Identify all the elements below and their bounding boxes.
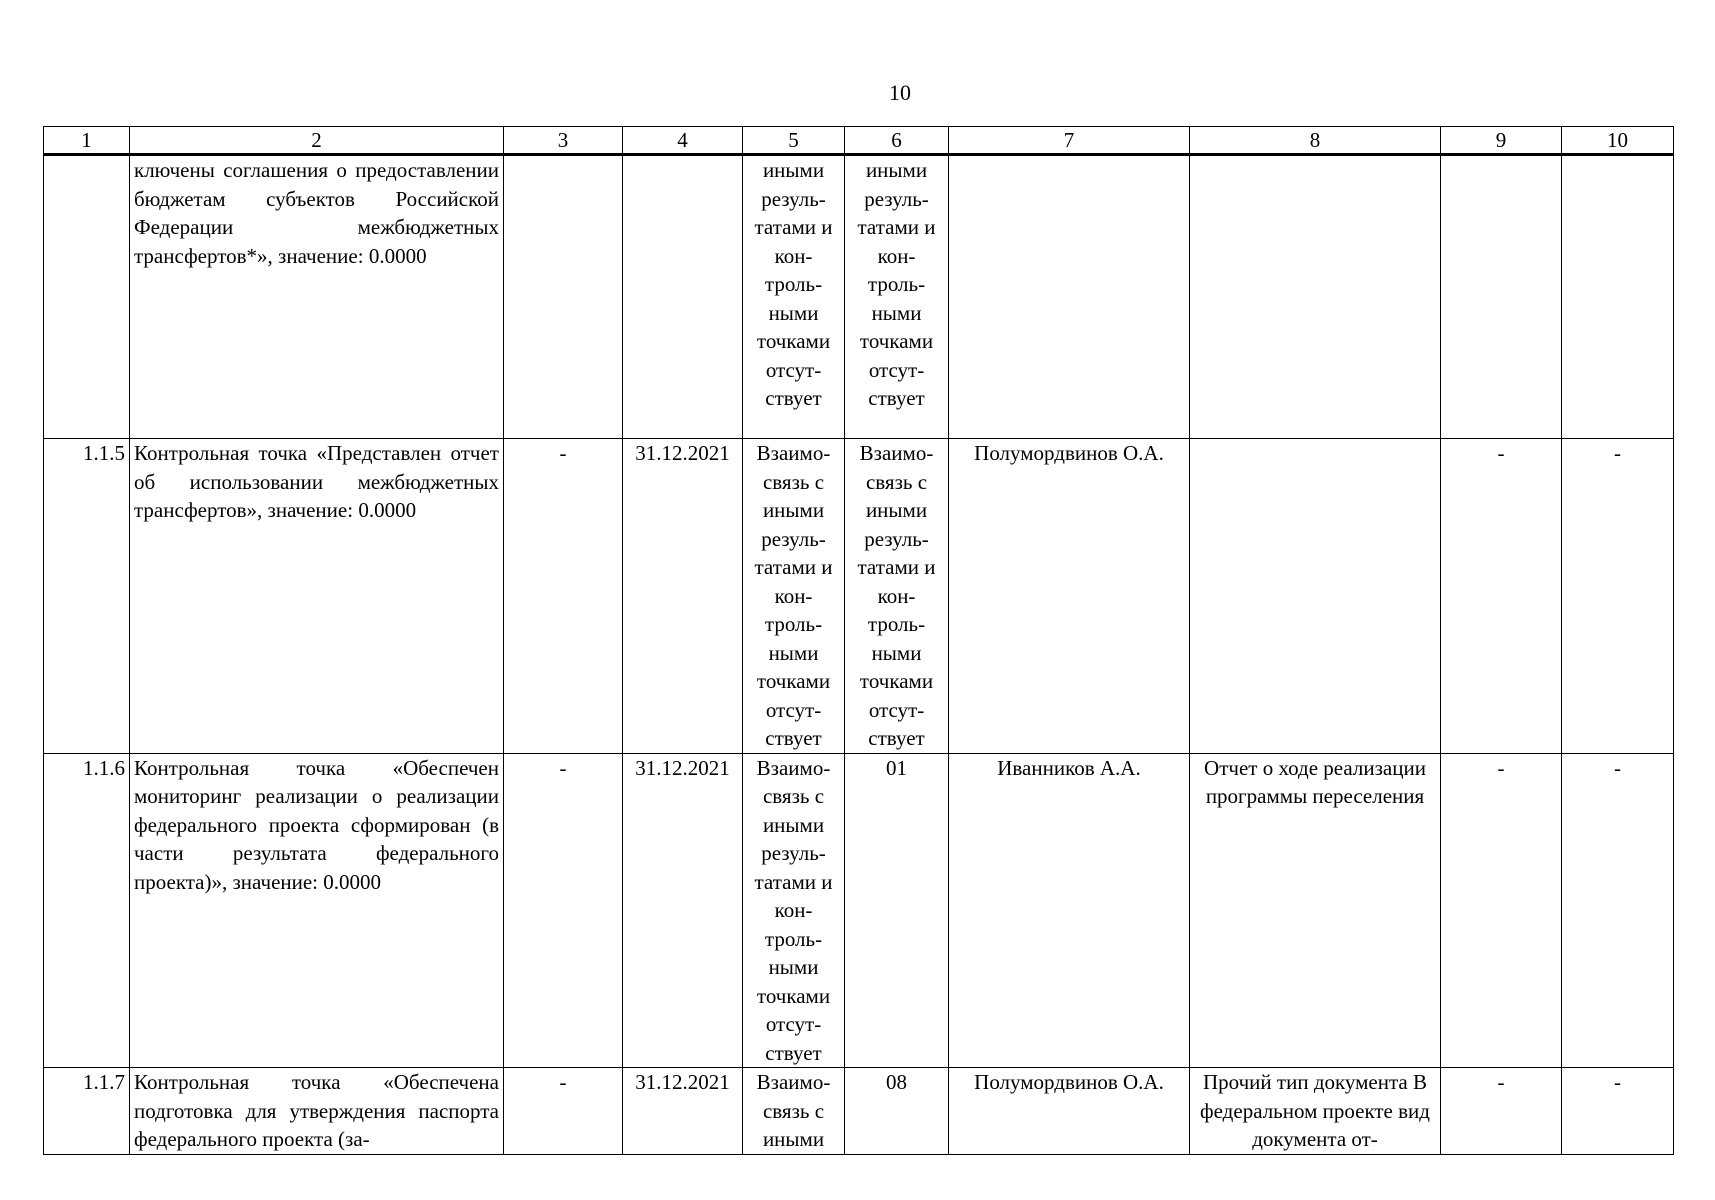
col3-value: - <box>504 439 623 754</box>
col9-value: - <box>1441 753 1562 1068</box>
row-description: ключены соглашения о предоставлении бюджетам субъектов Российской Федерации межбюджетных трансфертов*», значение: 0.0000 <box>130 155 504 439</box>
row-date: 31.12.2021 <box>623 439 743 754</box>
table-row <box>44 1068 1674 1155</box>
row-description: Контрольная точка «Обеспечена подготовка для утверждения паспорта федерального проекта (за- <box>130 1068 504 1155</box>
col10-value: - <box>1562 753 1674 1068</box>
col3-value <box>504 155 623 439</box>
responsible-person: Полумордвинов О.А. <box>949 1068 1190 1155</box>
relation-cell: иными резуль- татами и кон- троль- ными точками отсут- ствует <box>845 155 949 439</box>
page-number: 10 <box>889 80 911 105</box>
col10-value: - <box>1562 1068 1674 1155</box>
row-date <box>623 155 743 439</box>
column-header: 10 <box>1562 127 1674 155</box>
column-header: 4 <box>623 127 743 155</box>
row-date: 31.12.2021 <box>623 1068 743 1155</box>
row-description: Контрольная точка «Представлен отчет об использовании межбюджетных трансфертов», значение: 0.0000 <box>130 439 504 754</box>
row-number: 1.1.5 <box>44 439 130 754</box>
row-number: 1.1.7 <box>44 1068 130 1155</box>
row-number: 1.1.6 <box>44 753 130 1068</box>
col10-value: - <box>1562 439 1674 754</box>
responsible-person: Полумордвинов О.А. <box>949 439 1190 754</box>
row-date: 31.12.2021 <box>623 753 743 1068</box>
column-header: 2 <box>130 127 504 155</box>
col9-value <box>1441 155 1562 439</box>
column-header: 1 <box>44 127 130 155</box>
column-header: 8 <box>1190 127 1441 155</box>
relation-cell: Взаимо- связь с иными резуль- татами и кон- троль- ными точками отсут- ствует <box>743 439 845 754</box>
column-header: 6 <box>845 127 949 155</box>
column-header: 3 <box>504 127 623 155</box>
project-table <box>43 126 1674 1155</box>
relation-cell: 01 <box>845 753 949 1068</box>
relation-cell: Взаимо- связь с иными <box>743 1068 845 1155</box>
column-header: 5 <box>743 127 845 155</box>
document-type <box>1190 155 1441 439</box>
row-number <box>44 155 130 439</box>
column-header: 7 <box>949 127 1190 155</box>
header-row <box>44 127 1674 155</box>
table-row <box>44 439 1674 754</box>
column-header: 9 <box>1441 127 1562 155</box>
relation-cell: иными резуль- татами и кон- троль- ными точками отсут- ствует <box>743 155 845 439</box>
relation-cell: Взаимо- связь с иными резуль- татами и кон- троль- ными точками отсут- ствует <box>845 439 949 754</box>
relation-cell: 08 <box>845 1068 949 1155</box>
responsible-person: Иванников А.А. <box>949 753 1190 1068</box>
table-row <box>44 753 1674 1068</box>
col9-value: - <box>1441 439 1562 754</box>
table-row <box>44 155 1674 439</box>
col3-value: - <box>504 1068 623 1155</box>
col10-value <box>1562 155 1674 439</box>
col9-value: - <box>1441 1068 1562 1155</box>
relation-cell: Взаимо- связь с иными резуль- татами и кон- троль- ными точками отсут- ствует <box>743 753 845 1068</box>
document-type: Прочий тип документа В федеральном проекте вид документа от- <box>1190 1068 1441 1155</box>
document-type <box>1190 439 1441 754</box>
row-description: Контрольная точка «Обеспечен мониторинг реализации о реализации федерального проекта сформирован (в части результата федерального проекта)», значение: 0.0000 <box>130 753 504 1068</box>
document-type: Отчет о ходе реализации программы переселения <box>1190 753 1441 1068</box>
col3-value: - <box>504 753 623 1068</box>
responsible-person <box>949 155 1190 439</box>
